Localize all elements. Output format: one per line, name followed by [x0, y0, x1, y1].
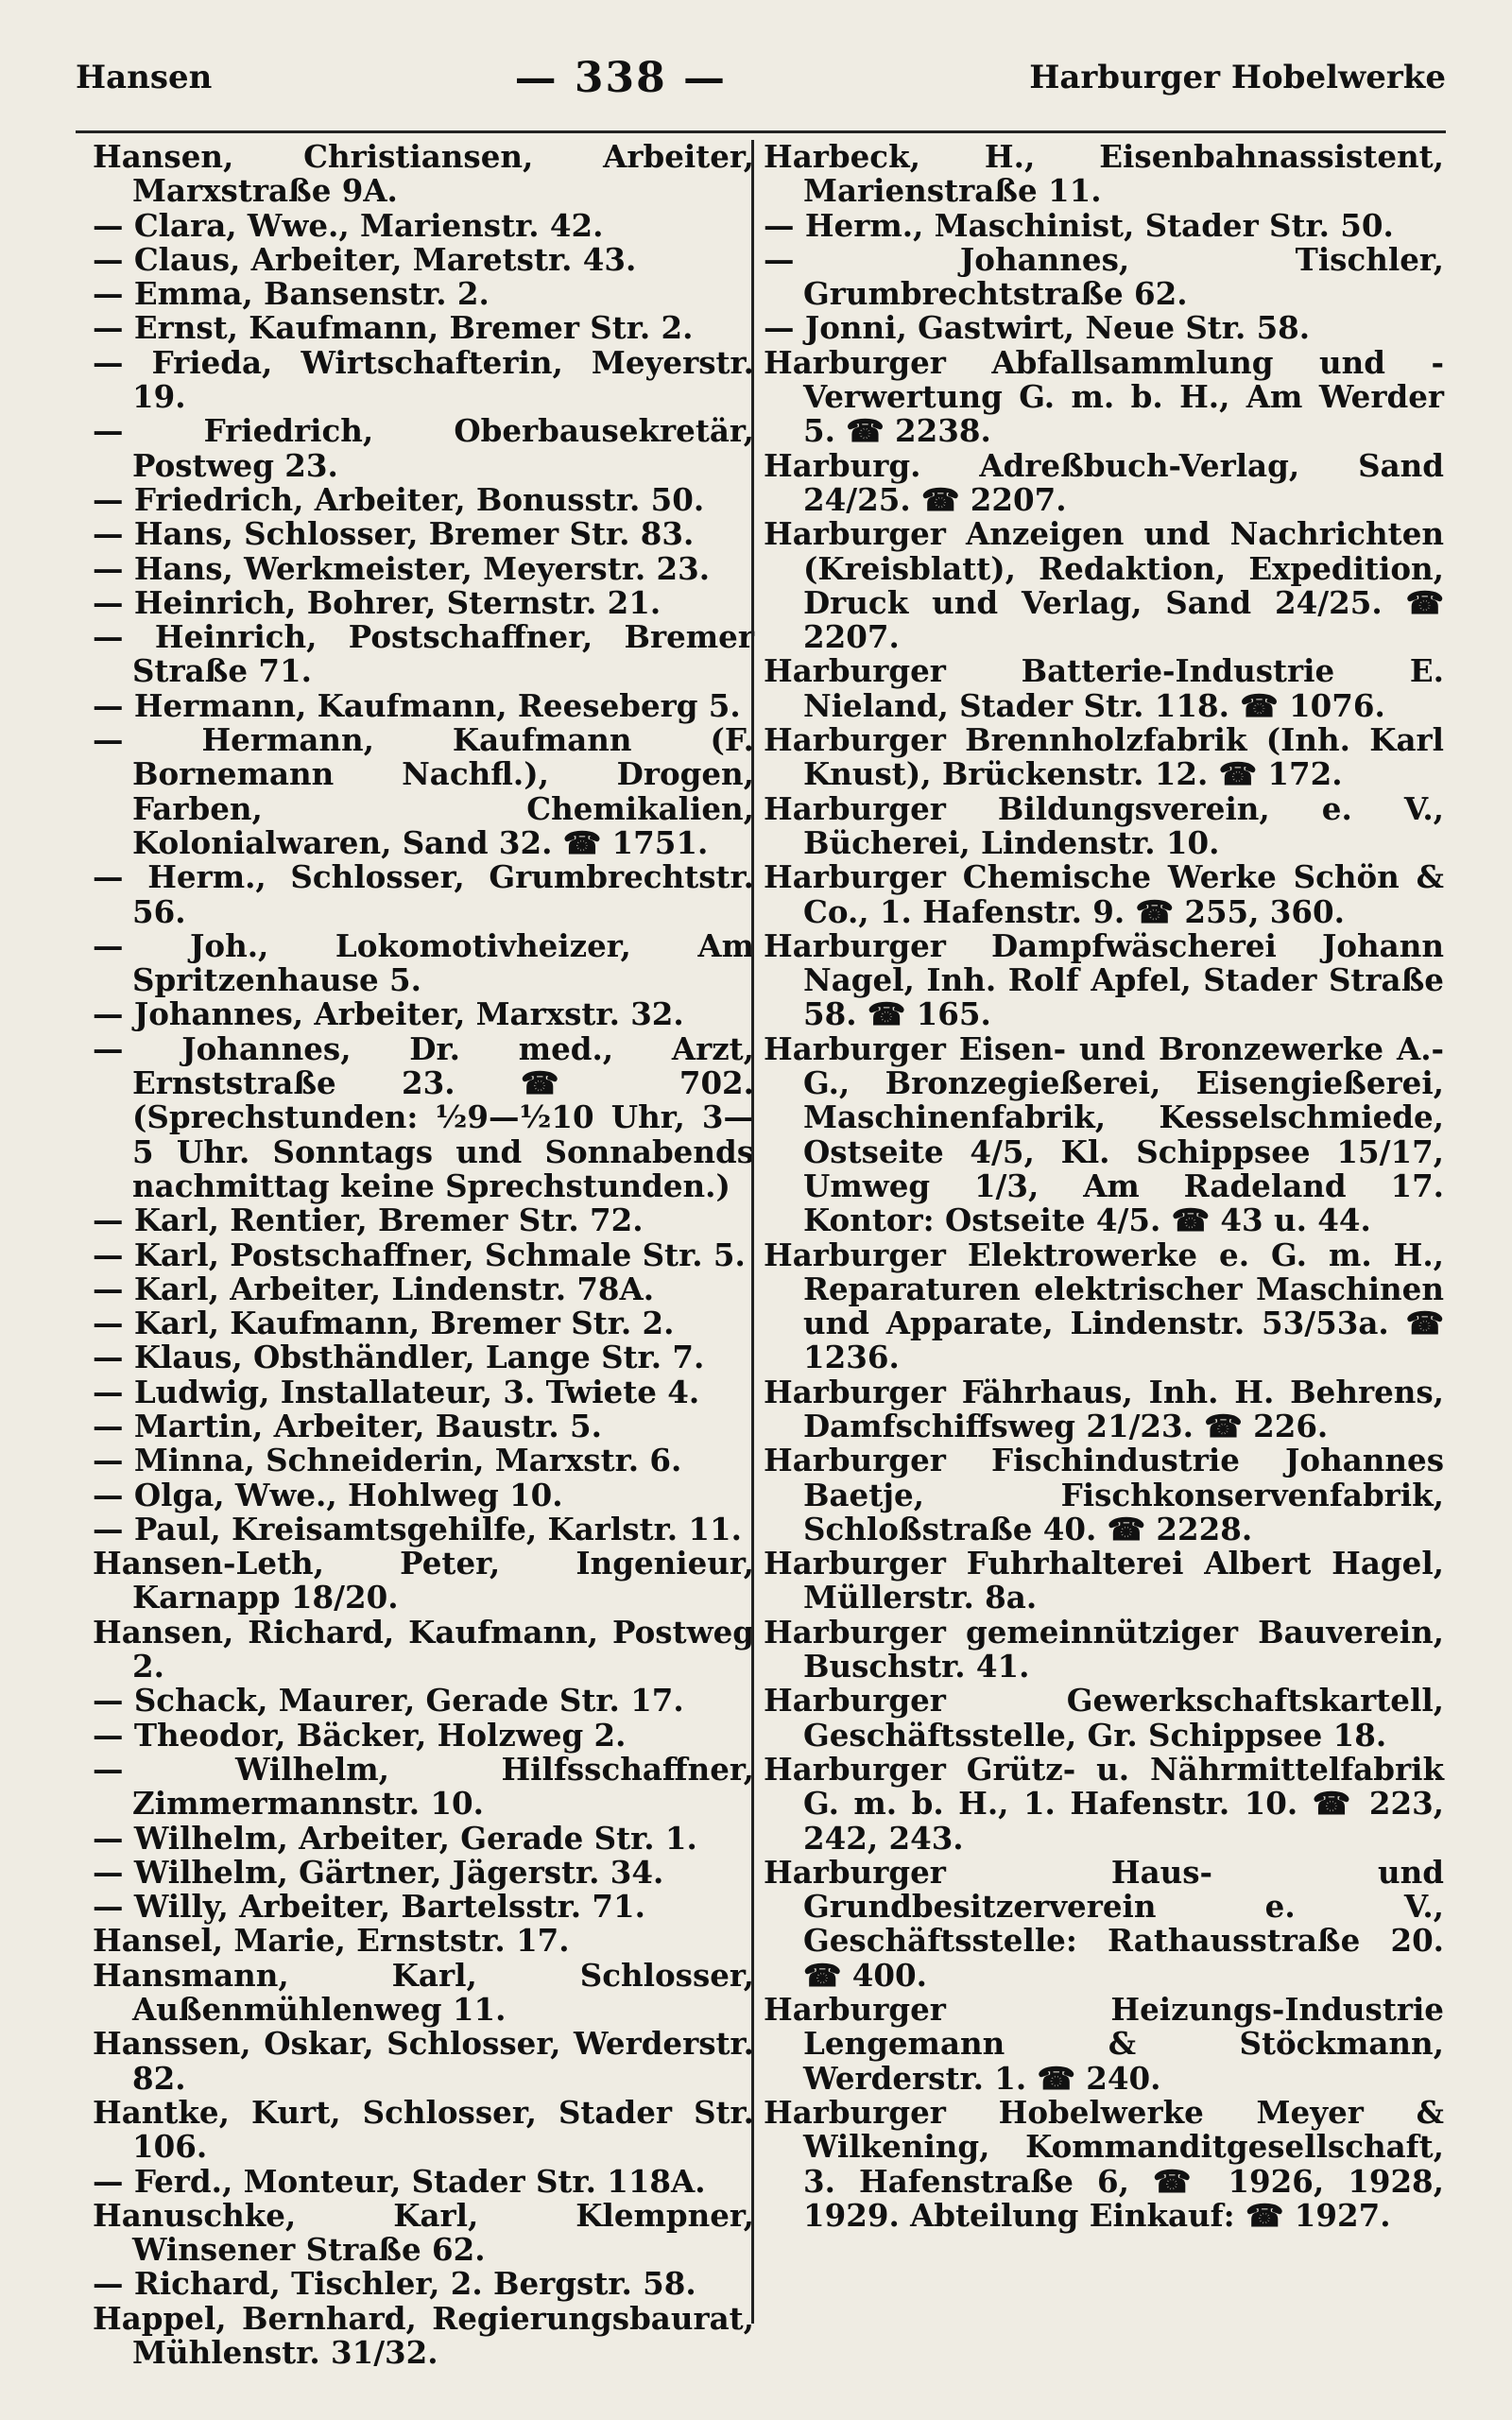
directory-entry: Harburger Haus- und Grundbesitzerverein e. V., Geschäftsstelle: Rathausstraße 20. ☎ 400. [764, 1853, 1444, 1994]
header-rule [76, 130, 1446, 133]
directory-entry: — Friedrich, Arbeiter, Bonusstr. 50. [93, 480, 705, 518]
directory-entry: — Schack, Maurer, Gerade Str. 17. [93, 1682, 684, 1720]
directory-entry: Hansel, Marie, Ernststr. 17. [93, 1922, 570, 1960]
directory-entry: Harburger Heizungs-Industrie Lengemann & Stöckmann, Werderstr. 1. ☎ 240. [764, 1991, 1444, 2097]
directory-entry: Harburger gemeinnütziger Bauverein, Buschstr. 41. [764, 1613, 1444, 1685]
directory-entry: Harburger Grütz- u. Nährmittelfabrik G. m. b. H., 1. Hafenstr. 10. ☎ 223, 242, 243. [764, 1750, 1444, 1857]
directory-entry: — Joh., Lokomotivheizer, Am Spritzenhause 5. [93, 926, 754, 999]
directory-entry: Hansen-Leth, Peter, Ingenieur, Karnapp 18/20. [93, 1545, 754, 1616]
directory-entry: — Johannes, Tischler, Grumbrechtstraße 62. [764, 240, 1444, 313]
directory-entry: — Claus, Arbeiter, Maretstr. 43. [93, 240, 637, 278]
directory-entry: — Herm., Maschinist, Stader Str. 50. [764, 206, 1394, 244]
directory-entry: Harburger Hobelwerke Meyer & Wilkening, Kommanditgesellschaft, 3. Hafenstraße 6, ☎ 1926, 1928, 1929. Abteilung Einkauf: ☎ 1927. [764, 2093, 1444, 2234]
directory-entry: — Minna, Schneiderin, Marxstr. 6. [93, 1442, 682, 1479]
directory-entry: — Hermann, Kaufmann, Reeseberg 5. [93, 686, 741, 724]
directory-entry: Harburger Dampfwäscherei Johann Nagel, Inh. Rolf Apfel, Stader Straße 58. ☎ 165. [764, 926, 1444, 1033]
directory-entry: Happel, Bernhard, Regierungsbaurat, Mühlenstr. 31/32. [93, 2299, 754, 2371]
directory-entry: Harburger Fischindustrie Johannes Baetje, Fischkonservenfabrik, Schloßstraße 40. ☎ 2228. [764, 1442, 1444, 1547]
directory-entry: — Johannes, Arbeiter, Marxstr. 32. [93, 995, 684, 1033]
left-column [93, 140, 754, 2370]
directory-entry: — Karl, Rentier, Bremer Str. 72. [93, 1201, 644, 1239]
directory-entry: — Ernst, Kaufmann, Bremer Str. 2. [93, 309, 694, 347]
directory-entry: Harburger Fuhrhalterei Albert Hagel, Müllerstr. 8a. [764, 1545, 1444, 1616]
directory-entry: Harbeck, H., Eisenbahnassistent, Marienstraße 11. [764, 138, 1444, 210]
directory-entry: — Willy, Arbeiter, Bartelsstr. 71. [93, 1888, 645, 1926]
directory-entry: — Emma, Bansenstr. 2. [93, 275, 490, 313]
header-right-keyword: Harburger Hobelwerke [1029, 59, 1446, 96]
directory-entry: — Paul, Kreisamtsgehilfe, Karlstr. 11. [93, 1510, 742, 1547]
directory-entry: — Clara, Wwe., Marienstr. 42. [93, 206, 604, 244]
directory-entry: — Herm., Schlosser, Grumbrechtstr. 56. [93, 858, 754, 930]
directory-entry: Hanssen, Oskar, Schlosser, Werderstr. 82. [93, 2025, 754, 2097]
page-header [76, 49, 1446, 106]
directory-entry: — Johannes, Dr. med., Arzt, Ernststraße 23. ☎ 702. (Sprechstunden: ½9—½10 Uhr, 3—5 Uhr. Sonntags und Sonnabends nachmittag keine Sprechstunden.) [93, 1029, 754, 1204]
directory-entry: Hanuschke, Karl, Klempner, Winsener Straße 62. [93, 2196, 754, 2269]
directory-entry: — Wilhelm, Gärtner, Jägerstr. 34. [93, 1853, 664, 1891]
directory-entry: — Martin, Arbeiter, Baustr. 5. [93, 1407, 602, 1444]
directory-entry: Hantke, Kurt, Schlosser, Stader Str. 106. [93, 2093, 754, 2166]
directory-entry: Hansmann, Karl, Schlosser, Außenmühlenweg 11. [93, 1956, 754, 2029]
directory-entry: — Karl, Kaufmann, Bremer Str. 2. [93, 1305, 675, 1342]
directory-entry: Harburger Anzeigen und Nachrichten (Kreisblatt), Redaktion, Expedition, Druck und Verlag, Sand 24/25. ☎ 2207. [764, 515, 1444, 656]
directory-entry: — Hermann, Kaufmann (F. Bornemann Nachfl.), Drogen, Farben, Chemikalien, Kolonialwaren, Sand 32. ☎ 1751. [93, 721, 754, 861]
directory-entry: Harburger Batterie-Industrie E. Nieland, Stader Str. 118. ☎ 1076. [764, 652, 1444, 724]
directory-entry: — Jonni, Gastwirt, Neue Str. 58. [764, 309, 1311, 347]
directory-entry: Harburger Brennholzfabrik (Inh. Karl Knust), Brückenstr. 12. ☎ 172. [764, 721, 1444, 793]
directory-entry: — Klaus, Obsthändler, Lange Str. 7. [93, 1339, 705, 1376]
directory-entry: — Theodor, Bäcker, Holzweg 2. [93, 1716, 627, 1754]
directory-entry: — Friedrich, Oberbausekretär, Postweg 23. [93, 412, 754, 484]
directory-entry: — Heinrich, Bohrer, Sternstr. 21. [93, 583, 662, 621]
directory-entry: — Hans, Schlosser, Bremer Str. 83. [93, 515, 695, 553]
directory-entry: — Ferd., Monteur, Stader Str. 118A. [93, 2162, 706, 2200]
directory-entry: — Karl, Arbeiter, Lindenstr. 78A. [93, 1270, 655, 1307]
column-divider [751, 140, 754, 2324]
directory-entry: — Richard, Tischler, 2. Bergstr. 58. [93, 2265, 696, 2303]
directory-entry: Harburger Eisen- und Bronzewerke A.-G., Bronzegießerei, Eisengießerei, Maschinenfabrik, Kesselschmiede, Ostseite 4/5, Kl. Schippsee 15/17, Umweg 1/3, Am Radeland 17. Kontor: Ostseite 4/5. ☎ 43 u. 44. [764, 1029, 1444, 1239]
directory-entry: Harburg. Adreßbuch-Verlag, Sand 24/25. ☎ 2207. [764, 446, 1444, 518]
directory-entry: Harburger Chemische Werke Schön & Co., 1. Hafenstr. 9. ☎ 255, 360. [764, 858, 1444, 930]
directory-entry: — Olga, Wwe., Hohlweg 10. [93, 1476, 563, 1513]
directory-entry: Harburger Gewerkschaftskartell, Geschäftsstelle, Gr. Schippsee 18. [764, 1682, 1444, 1754]
directory-entry: — Heinrich, Postschaffner, Bremer Straße 71. [93, 618, 754, 690]
directory-entry: — Wilhelm, Arbeiter, Gerade Str. 1. [93, 1819, 697, 1857]
directory-entry: — Frieda, Wirtschafterin, Meyerstr. 19. [93, 343, 754, 416]
directory-entry: — Ludwig, Installateur, 3. Twiete 4. [93, 1373, 700, 1410]
directory-entry: Hansen, Christiansen, Arbeiter, Marxstraße 9A. [93, 138, 754, 210]
directory-entry: — Karl, Postschaffner, Schmale Str. 5. [93, 1236, 746, 1273]
directory-entry: Harburger Bildungsverein, e. V., Bücherei, Lindenstr. 10. [764, 789, 1444, 861]
header-left-keyword: Hansen [76, 59, 213, 96]
directory-entry: Harburger Elektrowerke e. G. m. H., Reparaturen elektrischer Maschinen und Apparate, Lindenstr. 53/53a. ☎ 1236. [764, 1236, 1444, 1376]
directory-entry: — Hans, Werkmeister, Meyerstr. 23. [93, 549, 711, 587]
directory-entry: Harburger Abfallsammlung und -Verwertung G. m. b. H., Am Werder 5. ☎ 2238. [764, 343, 1444, 450]
directory-entry: — Wilhelm, Hilfsschaffner, Zimmermannstr. 10. [93, 1750, 754, 1823]
directory-entry: Hansen, Richard, Kaufmann, Postweg 2. [93, 1613, 754, 1685]
page-number: — 338 — [514, 53, 728, 102]
right-column [764, 140, 1444, 2233]
directory-entry: Harburger Fährhaus, Inh. H. Behrens, Damfschiffsweg 21/23. ☎ 226. [764, 1373, 1444, 1444]
